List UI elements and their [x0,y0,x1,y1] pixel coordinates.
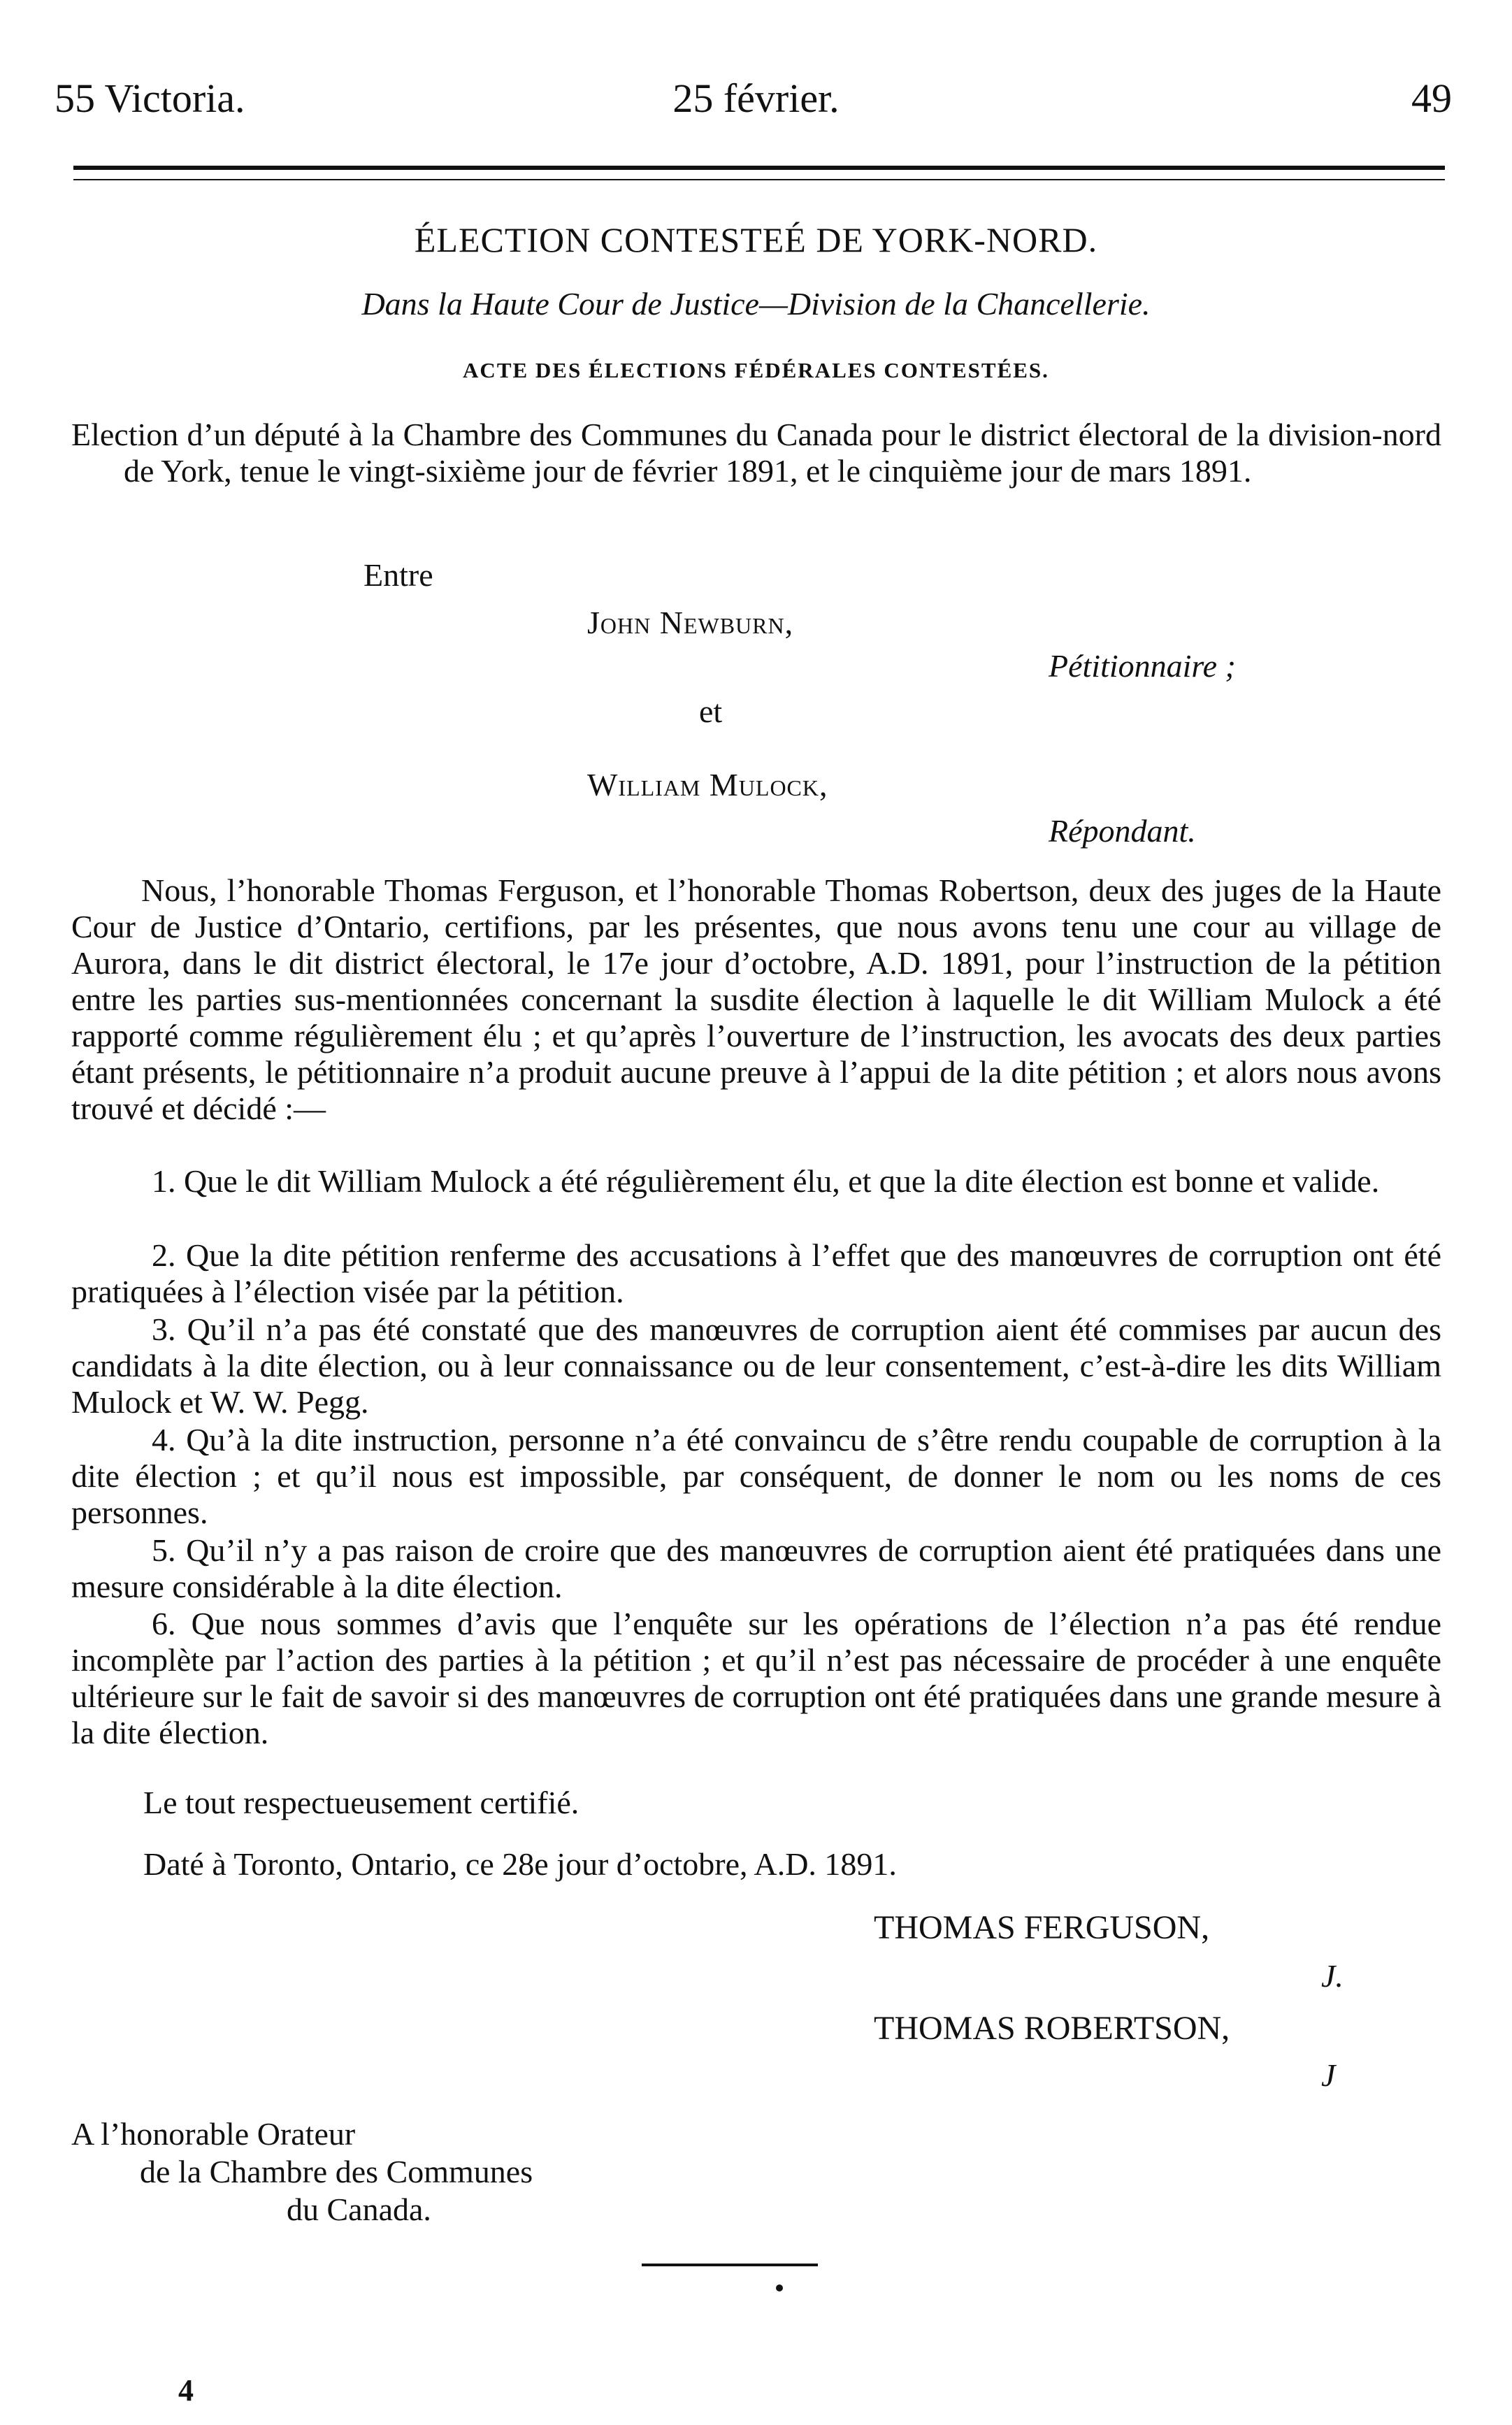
addressee-line-2: de la Chambre des Communes [140,2154,533,2189]
finding-item-4: 4. Qu’à la dite instruction, personne n’a été convaincu de s’être rendu coupable de corruption à la dite élection ; et qu’il nous est impossible, par conséquent, de donner le nom ou les noms de ces personnes. [71,1422,1441,1530]
finding-item-1: 1. Que le dit William Mulock a été régulièrement élu, et que la dite élection est bonne et valide. [152,1163,1380,1199]
court-heading: Dans la Haute Cour de Justice—Division de la Chancellerie. [361,286,1151,322]
finding-item-5: 5. Qu’il n’y a pas raison de croire que des manœuvres de corruption aient été pratiquées dans une mesure considérable à la dite élection. [71,1532,1441,1604]
petitioner-role: Pétitionnaire ; [1049,648,1236,684]
header-rule-thin [73,179,1445,180]
addressee-line-1: A l’honorable Orateur [71,2116,356,2152]
petitioner-name: John Newburn, [587,605,794,640]
judge-ferguson-title: J. [1321,1958,1344,1994]
judge-robertson: THOMAS ROBERTSON, [874,2010,1230,2047]
document-title: ÉLECTION CONTESTEÉ DE YORK-NORD. [414,220,1098,259]
signature-mark: 4 [178,2373,194,2408]
dated-line: Daté à Toronto, Ontario, ce 28e jour d’octobre, A.D. 1891. [143,1846,897,1882]
finding-item-6: 6. Que nous sommes d’avis que l’enquête sur les opérations de l’élection n’a pas été rendue incomplète par l’action des parties à la pétition ; et qu’il n’est pas nécessaire de procéder à une enquête ultérieure sur le fait de savoir si des manœuvres de corruption ont été pratiquées dans une grande mesure à la dite élection. [71,1606,1441,1750]
closing-rule [642,2264,818,2266]
certification-paragraph: Nous, l’honorable Thomas Ferguson, et l’honorable Thomas Robertson, deux des juges de la Haute Cour de Justice d’Ontario, certifions, par les présentes, que nous avons tenu une cour au village de Aurora, dans le dit district électoral, le 17e jour d’octobre, A.D. 1891, pour l’instruction de la pétition entre les parties sus-mentionnées concernant la susdite élection à laquelle le dit William Mulock a été rapporté comme régulièrement élu ; et qu’après l’ouverture de l’instruction, les avocats des deux parties étant présents, le pétitionnaire n’a produit aucune preuve à l’appui de la dite pétition ; et alors nous avons trouvé et décidé :— [71,872,1441,1126]
and-label: et [699,693,723,729]
judge-robertson-title: J [1321,2057,1336,2093]
respondent-role: Répondant. [1049,813,1196,849]
finding-item-3: 3. Qu’il n’a pas été constaté que des manœuvres de corruption aient été commises par aucun des candidats à la dite élection, ou à leur connaissance ou de leur consentement, c’est-à-dire les dits William Mulock et W. W. Pegg. [71,1311,1441,1420]
intro-paragraph: Election d’un député à la Chambre des Communes du Canada pour le district électoral de la division-nord de York, tenue le vingt-sixième jour de février 1891, et le cinquième jour de mars 1891. [71,417,1441,489]
page-number: 49 [1411,75,1452,121]
addressee-line-3: du Canada. [287,2192,431,2227]
respondent-name: William Mulock, [587,767,828,803]
closing-dot [776,2284,783,2291]
judge-ferguson: THOMAS FERGUSON, [874,1909,1210,1946]
act-heading: ACTE DES ÉLECTIONS FÉDÉRALES CONTESTÉES. [463,358,1049,382]
certified-line: Le tout respectueusement certifié. [143,1785,579,1820]
finding-item-2: 2. Que la dite pétition renferme des accusations à l’effet que des manœuvres de corruption ont été pratiquées à l’élection visée par la pétition. [71,1237,1441,1309]
running-head-session: 55 Victoria. [55,75,245,121]
running-head-date: 25 février. [672,75,840,121]
between-label: Entre [363,557,433,593]
header-rule-thick [73,166,1445,170]
